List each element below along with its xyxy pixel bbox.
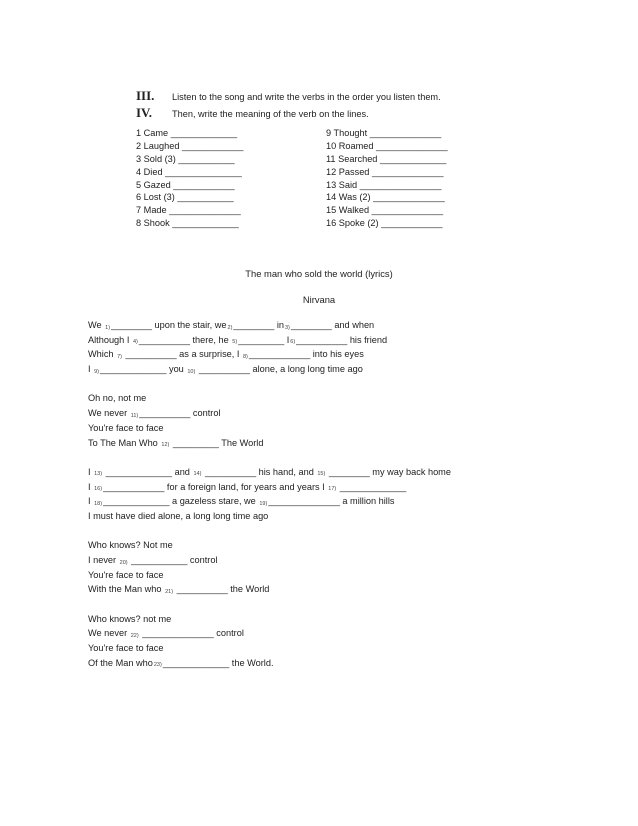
blank-number: 14) xyxy=(193,471,202,478)
lyric-line xyxy=(88,509,588,524)
blank-number: 8) xyxy=(243,353,248,360)
verb-item: 8 Shook _____________ xyxy=(136,218,239,229)
lyric-text: __________ as a surprise, I xyxy=(122,349,242,360)
verb-item: 9 Thought ______________ xyxy=(326,128,442,138)
lyric-text: You're face to face xyxy=(88,422,164,433)
lyric-text: ___________ control xyxy=(128,555,218,565)
lyric-line xyxy=(88,362,588,377)
lyric-text: ____________ for a foreign land, for years and years I xyxy=(103,481,328,492)
instruction-3 xyxy=(136,88,441,105)
lyric-line xyxy=(88,656,588,671)
lyric-text: I must have died alone, a long long time ago xyxy=(88,510,269,521)
lyric-line xyxy=(88,391,588,406)
lyric-text: _____________ a gazeless stare, we xyxy=(103,496,259,507)
lyric-line xyxy=(88,568,588,583)
verb-item: 13 Said ________________ xyxy=(326,179,442,190)
lyric-text: __________ the World xyxy=(174,584,270,595)
lyric-line xyxy=(88,465,588,480)
instruction-text: Then, write the meaning of the verb on the lines. xyxy=(172,109,369,119)
lyric-line xyxy=(88,641,588,656)
lyric-line xyxy=(88,553,588,568)
lyric-text: We never xyxy=(88,408,130,419)
blank-number: 6) xyxy=(290,339,296,346)
verb-item: 5 Gazed ____________ xyxy=(136,179,235,190)
lyric-text: ______________ a million hills xyxy=(268,496,395,507)
lyric-line xyxy=(88,421,588,436)
lyric-text: You're face to face xyxy=(88,569,164,580)
lyric-text: You're face to face xyxy=(88,643,164,654)
lyric-text: With the Man who xyxy=(88,584,165,595)
lyric-text: We xyxy=(88,320,105,330)
instruction-number: III. xyxy=(136,88,155,103)
lyric-line xyxy=(88,626,588,641)
blank-number: 2) xyxy=(227,324,233,331)
lyric-text: Of the Man who xyxy=(88,657,153,668)
blank-number: 1) xyxy=(105,324,111,331)
stanza-gap xyxy=(88,450,588,465)
blank-number: 11) xyxy=(130,412,139,419)
lyric-text: Although I xyxy=(88,334,132,345)
lyric-text: Who knows? Not me xyxy=(88,540,173,551)
instruction-4 xyxy=(136,105,441,122)
instruction-number: IV. xyxy=(136,105,153,120)
lyric-text: ________ and when xyxy=(290,320,375,330)
lyric-text: I xyxy=(88,496,94,507)
blank-number: 18) xyxy=(94,500,103,507)
stanza-gap xyxy=(88,377,588,392)
verb-item: 10 Roamed ______________ xyxy=(326,140,448,151)
blank-number: 13) xyxy=(94,471,103,478)
verb-item: 4 Died _______________ xyxy=(136,166,242,177)
lyric-line xyxy=(88,347,588,362)
verb-item: 12 Passed ______________ xyxy=(326,166,444,177)
blank-number: 17) xyxy=(328,486,337,493)
blank-number: 23) xyxy=(153,662,162,669)
verb-item: 2 Laughed ____________ xyxy=(136,140,244,151)
verb-item: 16 Spoke (2) ____________ xyxy=(326,218,443,229)
lyric-text: I never xyxy=(88,555,119,565)
lyric-line xyxy=(88,333,588,348)
lyric-text: I xyxy=(88,481,94,492)
lyric-text: __________ control xyxy=(139,408,221,419)
verb-item: 1 Came _____________ xyxy=(136,128,238,138)
lyric-text: _____________ and xyxy=(103,466,193,477)
verb-item: 3 Sold (3) ___________ xyxy=(136,153,235,164)
stanza-gap xyxy=(88,524,588,539)
verb-item: 6 Lost (3) ___________ xyxy=(136,192,234,203)
stanza-gap xyxy=(88,597,588,612)
instructions xyxy=(136,88,441,122)
lyric-line xyxy=(88,538,588,553)
lyric-text: _________ The World xyxy=(170,437,264,448)
lyric-text: ____________ into his eyes xyxy=(248,349,364,360)
lyric-line xyxy=(88,480,588,495)
song-title: The man who sold the world (lyrics) xyxy=(245,268,393,279)
verb-list-right xyxy=(326,127,448,230)
blank-number: 22) xyxy=(130,632,139,639)
lyric-line xyxy=(88,318,588,333)
lyric-line xyxy=(88,436,588,451)
lyrics xyxy=(88,318,588,671)
lyric-text: __________ alone, a long long time ago xyxy=(196,364,363,375)
blank-number: 4) xyxy=(132,339,138,346)
blank-number: 16) xyxy=(94,486,103,493)
lyric-text: I xyxy=(88,364,94,375)
blank-number: 7) xyxy=(117,353,122,360)
verb-item: 11 Searched _____________ xyxy=(326,153,447,164)
lyric-text: _____________ xyxy=(337,481,407,492)
blank-number: 21) xyxy=(165,588,174,595)
blank-number: 9) xyxy=(94,368,99,375)
blank-number: 15) xyxy=(317,471,326,478)
lyric-line xyxy=(88,406,588,421)
lyric-text: Who knows? not me xyxy=(88,613,172,624)
verb-list-left xyxy=(136,127,243,230)
lyric-text: ________ in xyxy=(233,320,284,330)
lyric-text: __________ his friend xyxy=(296,334,388,345)
lyric-text: Oh no, not me xyxy=(88,393,147,404)
blank-number: 3) xyxy=(285,324,290,331)
instruction-text: Listen to the song and write the verbs in the order you listen them. xyxy=(172,92,441,102)
blank-number: 20) xyxy=(119,559,128,566)
lyric-text: ________ my way back home xyxy=(326,466,451,477)
lyric-line xyxy=(88,612,588,627)
lyric-text: __________ there, he xyxy=(138,334,232,345)
lyric-text: We never xyxy=(88,628,130,639)
verb-item: 14 Was (2) ______________ xyxy=(326,192,445,203)
lyric-text: __________ his hand, and xyxy=(202,466,317,477)
lyric-text: ________ upon the stair, we xyxy=(111,320,227,330)
lyric-line xyxy=(88,582,588,597)
song-artist: Nirvana xyxy=(302,294,336,305)
lyric-text: Which xyxy=(88,349,117,360)
lyric-line xyxy=(88,494,588,509)
lyric-text: _________ I xyxy=(238,334,290,345)
lyric-text: _____________ the World. xyxy=(162,657,274,668)
verb-item: 15 Walked ______________ xyxy=(326,205,444,216)
lyric-text: I xyxy=(88,466,94,477)
lyric-text: _____________ you xyxy=(100,364,187,375)
blank-number: 5) xyxy=(232,339,238,346)
blank-number: 12) xyxy=(161,442,170,448)
blank-number: 10) xyxy=(187,368,196,375)
lyric-text: ______________ control xyxy=(139,628,244,639)
verb-item: 7 Made ______________ xyxy=(136,205,241,216)
lyric-text: To The Man Who xyxy=(88,437,161,448)
blank-number: 19) xyxy=(259,500,268,507)
